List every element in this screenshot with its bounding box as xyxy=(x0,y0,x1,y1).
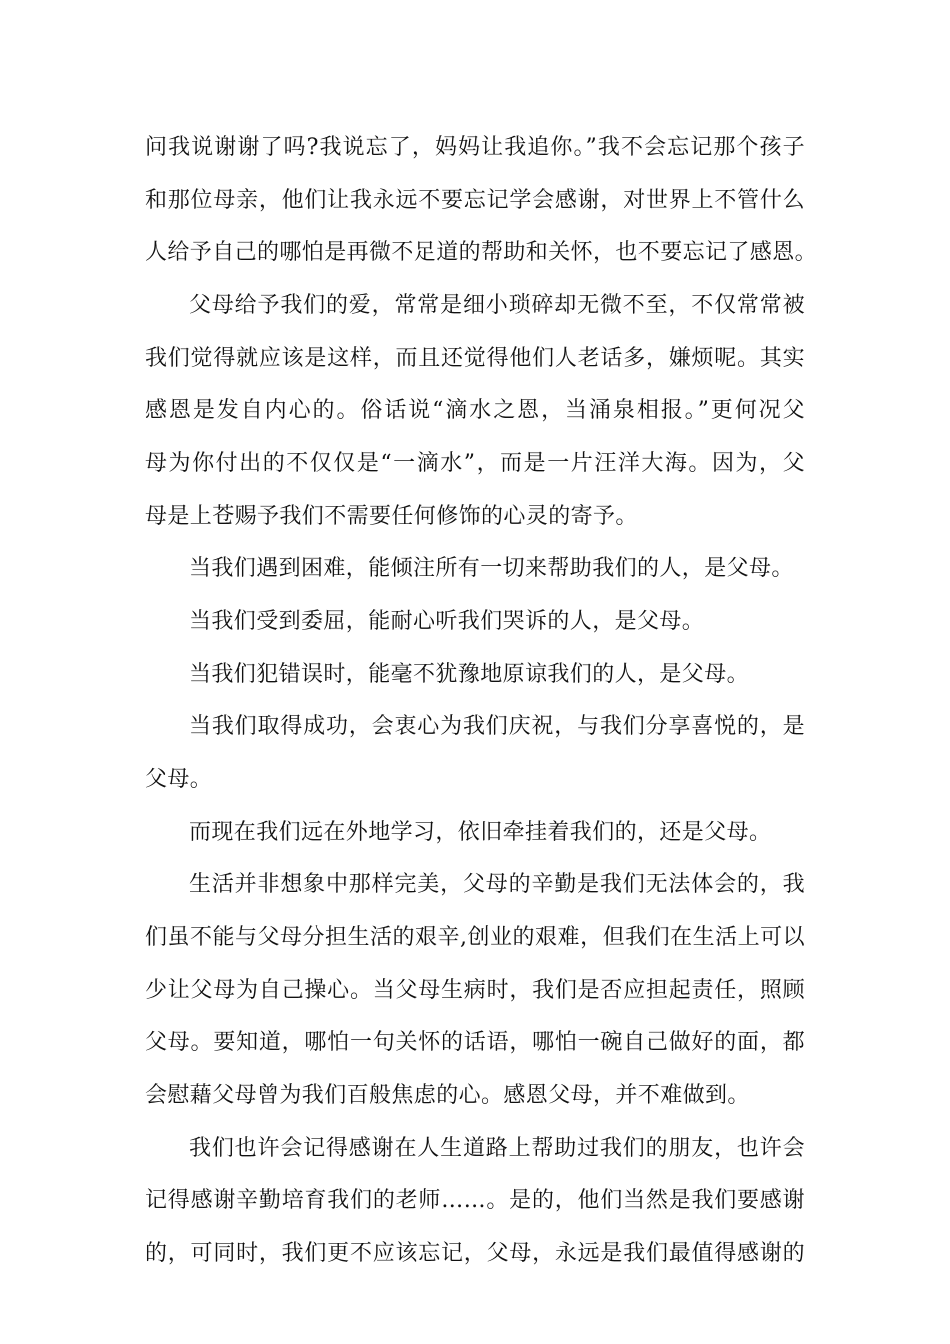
text-line: 父母。 xyxy=(145,767,213,792)
paragraph-first-line: 生活并非想象中那样完美，父母的辛勤是我们无法体会的，我 xyxy=(189,872,805,897)
paragraph-first-line: 当我们取得成功，会衷心为我们庆祝，与我们分享喜悦的，是 xyxy=(189,714,805,739)
text-line: 和那位母亲，他们让我永远不要忘记学会感谢，对世界上不管什么 xyxy=(145,188,805,213)
text-line: 记得感谢辛勤培育我们的老师……。是的，他们当然是我们要感谢 xyxy=(145,1188,805,1213)
text-line: 少让父母为自己操心。当父母生病时，我们是否应担起责任，照顾 xyxy=(145,978,805,1003)
paragraph-first-line: 当我们受到委屈，能耐心听我们哭诉的人，是父母。 xyxy=(189,609,705,634)
paragraph-first-line: 当我们遇到困难，能倾注所有一切来帮助我们的人，是父母。 xyxy=(189,556,794,581)
text-line: 的，可同时，我们更不应该忘记，父母，永远是我们最值得感谢的 xyxy=(145,1241,805,1266)
text-line: 母是上苍赐予我们不需要任何修饰的心灵的寄予。 xyxy=(145,504,638,529)
paragraph-first-line: 父母给予我们的爱，常常是细小琐碎却无微不至，不仅常常被 xyxy=(189,293,805,318)
text-line: 们虽不能与父母分担生活的艰辛,创业的艰难，但我们在生活上可以 xyxy=(145,925,805,950)
paragraph-first-line: 而现在我们远在外地学习，依旧牵挂着我们的，还是父母。 xyxy=(189,820,772,845)
text-line: 母为你付出的不仅仅是“一滴水”，而是一片汪洋大海。因为，父 xyxy=(145,451,805,476)
text-line: 感恩是发自内心的。俗话说“滴水之恩，当涌泉相报。”更何况父 xyxy=(145,398,805,423)
text-line: 我们觉得就应该是这样，而且还觉得他们人老话多，嫌烦呢。其实 xyxy=(145,346,805,371)
text-line: 问我说谢谢了吗?我说忘了，妈妈让我追你。”我不会忘记那个孩子 xyxy=(145,135,805,160)
paragraph-first-line: 我们也许会记得感谢在人生道路上帮助过我们的朋友，也许会 xyxy=(189,1136,805,1161)
text-line: 人给予自己的哪怕是再微不足道的帮助和关怀，也不要忘记了感恩。 xyxy=(145,240,818,265)
paragraph-first-line: 当我们犯错误时，能毫不犹豫地原谅我们的人，是父母。 xyxy=(189,662,750,687)
text-line: 会慰藉父母曾为我们百般焦虑的心。感恩父母，并不难做到。 xyxy=(145,1083,750,1108)
text-line: 父母。要知道，哪怕一句关怀的话语，哪怕一碗自己做好的面，都 xyxy=(145,1030,805,1055)
